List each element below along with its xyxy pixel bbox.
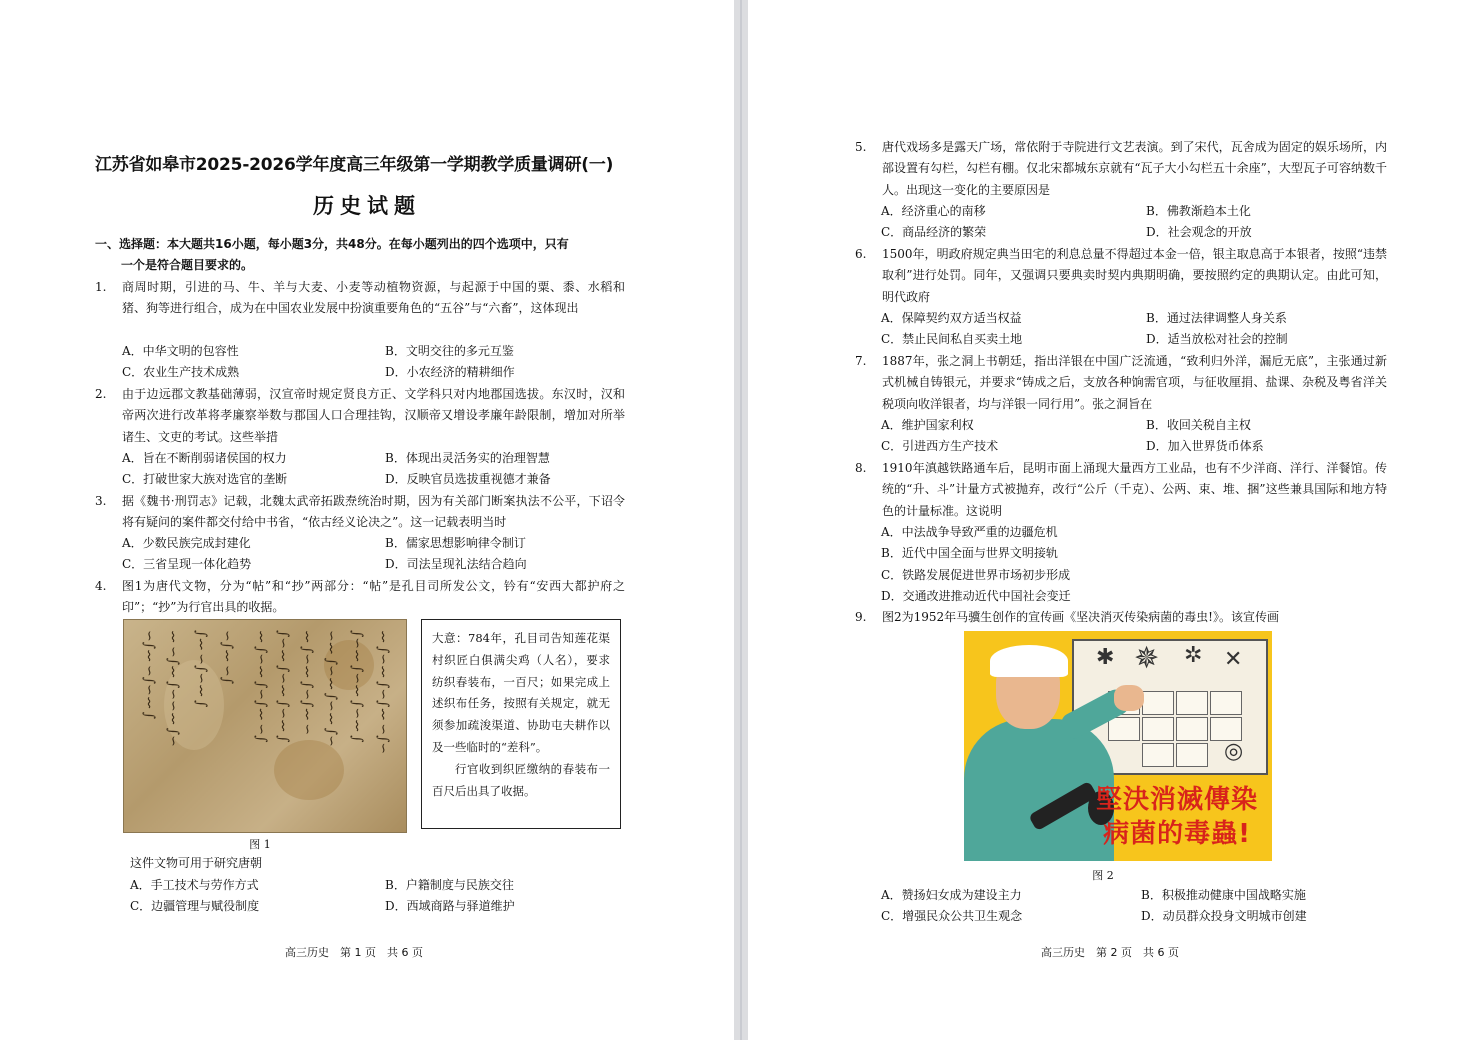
question-8 bbox=[855, 458, 1387, 522]
page-footer: 高三历史 第 1 页 共 6 页 bbox=[285, 946, 423, 959]
page-2 bbox=[748, 0, 1481, 1040]
option-d: D．适当放松对社会的控制 bbox=[1146, 332, 1288, 346]
option-b: B．佛教渐趋本土化 bbox=[1146, 204, 1251, 218]
figure-1-manuscript-image: ∽∫⌇∽∫∽⌇∫ ⌇∽∫⌇∫∽∽⌇∫∽ ∫⌇∽∫∽⌇∫ ∽∫⌇∽∫ ⌇∫∽⌇∫∽∫⌇∽∫ ∫∽⌇∫∽⌇∫∽⌇∫ ⌇∫∽⌇∫∽∫⌇∽ ∽⌇∫∽⌇∫∽⌇∫∽ ∫∽⌇∫∽⌇∫∽⌇∫ ⌇∫∽⌇∫∽∫⌇∽∫∽ bbox=[123, 619, 407, 833]
option-d: D．西域商路与驿道维护 bbox=[385, 899, 515, 913]
option-b: B．近代中国全面与世界文明接轨 bbox=[881, 546, 1058, 560]
question-1 bbox=[95, 277, 630, 341]
option-a: A．保障契约双方适当权益 bbox=[881, 311, 1022, 325]
question-3 bbox=[95, 491, 630, 534]
section-heading bbox=[95, 234, 635, 276]
question-4-followup: 这件文物可用于研究唐朝 bbox=[130, 856, 263, 870]
question-number: 2. bbox=[95, 387, 107, 401]
question-number: 7. bbox=[855, 354, 867, 368]
option-a: A．赞扬妇女成为建设主力 bbox=[881, 888, 1022, 902]
figure-1-label: 图 1 bbox=[249, 838, 271, 851]
option-c: C．边疆管理与赋役制度 bbox=[130, 899, 260, 913]
question-number: 4. bbox=[95, 579, 107, 593]
option-a: A．经济重心的南移 bbox=[881, 204, 986, 218]
document-title: 江苏省如皋市2025-2026学年度高三年级第一学期教学质量调研(一) bbox=[95, 155, 614, 175]
poster-slogan-line1: 堅決消滅傳染 bbox=[1095, 785, 1258, 815]
question-4 bbox=[95, 576, 630, 619]
question-stem: 1500年，明政府规定典当田宅的利息总量不得超过本金一倍，银主取息高于本银者，按照“违禁取利”进行处罚。同年，又强调只要典卖时契内典期明确，要按照约定的典期认定。由此可知，明代政府 bbox=[882, 247, 1387, 304]
figure-1-explanation-p2: 行官收到织匠缴纳的春装布一百尺后出具了收据。 bbox=[432, 761, 610, 798]
option-b: B．户籍制度与民族交往 bbox=[385, 878, 514, 892]
option-b: B．儒家思想影响律令制订 bbox=[385, 536, 526, 550]
question-number: 3. bbox=[95, 494, 107, 508]
page-divider bbox=[740, 0, 742, 1040]
option-d: D．司法呈现礼法结合趋向 bbox=[385, 557, 527, 571]
question-stem: 图1为唐代文物，分为“帖”和“抄”两部分：“帖”是孔目司所发公文，钤有“安西大都护府之印”；“抄”为行官出具的收据。 bbox=[122, 579, 625, 615]
question-stem: 唐代戏场多是露天广场，常依附于寺院进行文艺表演。到了宋代，瓦舍成为固定的娱乐场所，内部设置有勾栏，勾栏有棚。仅北宋都城东京就有“瓦子大小勾栏五十余座”，大型瓦子可容纳数千人。出现这一变化的主要原因是 bbox=[882, 140, 1387, 197]
question-stem: 图2为1952年马骥生创作的宣传画《坚决消灭传染病菌的毒虫!》。该宣传画 bbox=[882, 610, 1279, 624]
question-7 bbox=[855, 351, 1387, 415]
document-subtitle: 历史试题 bbox=[313, 194, 421, 218]
option-a: A．少数民族完成封建化 bbox=[122, 536, 251, 550]
figure-1-explanation-p1: 大意：784年，孔目司告知莲花渠村织匠白俱满尖鸡（人名），要求纺织春装布，一百尺；如果完成上述织布任务，按照有关规定，就无须参加疏浚渠道、协助屯夫耕作以及一些临时的“差科”。 bbox=[432, 631, 610, 754]
question-stem: 据《魏书·刑罚志》记载，北魏太武帝拓跋焘统治时期，因为有关部门断案执法不公平，下诏令将有疑问的案件都交付给中书省，“依古经义论决之”。这一记载表明当时 bbox=[122, 494, 625, 530]
poster-slogan bbox=[1082, 783, 1272, 851]
option-b: B．体现出灵活务实的治理智慧 bbox=[385, 451, 550, 465]
option-c: C．打破世家大族对选官的垄断 bbox=[122, 472, 288, 486]
option-c: C．增强民众公共卫生观念 bbox=[881, 909, 1023, 923]
option-a: A．手工技术与劳作方式 bbox=[130, 878, 259, 892]
poster-slogan-line2: 病菌的毒蟲! bbox=[1103, 819, 1251, 849]
option-a: A．旨在不断削弱诸侯国的权力 bbox=[122, 451, 287, 465]
option-d: D．社会观念的开放 bbox=[1146, 225, 1252, 239]
figure-1-explanation-box bbox=[421, 619, 621, 829]
question-6 bbox=[855, 244, 1387, 308]
option-a: A．维护国家利权 bbox=[881, 418, 974, 432]
option-d: D．小农经济的精耕细作 bbox=[385, 365, 515, 379]
question-stem: 1887年，张之洞上书朝廷，指出洋银在中国广泛流通，“致利归外洋，漏卮无底”，主张通过新式机械自铸银元，并要求“铸成之后，支放各种饷需官项，与征收厘捐、盐课、杂税及粤省洋关税项向收洋银者，均与洋银一同行用”。张之洞旨在 bbox=[882, 354, 1387, 411]
option-b: B．积极推动健康中国战略实施 bbox=[1141, 888, 1306, 902]
option-d: D．加入世界货币体系 bbox=[1146, 439, 1264, 453]
question-number: 8. bbox=[855, 461, 867, 475]
option-b: B．收回关税自主权 bbox=[1146, 418, 1251, 432]
option-a: A．中华文明的包容性 bbox=[122, 344, 239, 358]
figure-2-label: 图 2 bbox=[1092, 869, 1114, 882]
option-b: B．通过法律调整人身关系 bbox=[1146, 311, 1287, 325]
option-b: B．文明交往的多元互鉴 bbox=[385, 344, 514, 358]
question-9 bbox=[855, 607, 1387, 629]
section-heading-line1: 一、选择题：本大题共16小题，每小题3分，共48分。在每小题列出的四个选项中，只有 bbox=[95, 237, 569, 251]
option-c: C．禁止民间私自买卖土地 bbox=[881, 332, 1023, 346]
option-c: C．商品经济的繁荣 bbox=[881, 225, 987, 239]
question-stem: 商周时期，引进的马、牛、羊与大麦、小麦等动植物资源，与起源于中国的粟、黍、水稻和猪、狗等进行组合，成为在中国农业发展中扮演重要角色的“五谷”与“六畜”，这体现出 bbox=[122, 280, 625, 316]
question-2 bbox=[95, 384, 630, 448]
question-number: 6. bbox=[855, 247, 867, 261]
question-number: 1. bbox=[95, 280, 107, 294]
section-heading-line2: 一个是符合题目要求的。 bbox=[121, 258, 254, 272]
question-stem: 1910年滇越铁路通车后，昆明市面上涌现大量西方工业品，也有不少洋商、洋行、洋餐馆。传统的“升、斗”计量方式被抛弃，改行“公斤（千克）、公两、束、堆、捆”这些兼具国际和地方特色的计量标准。这说明 bbox=[882, 461, 1387, 518]
option-d: D．动员群众投身文明城市创建 bbox=[1141, 909, 1307, 923]
question-5 bbox=[855, 137, 1387, 201]
poster-insect-chart: ✱ ✵ ✲ ✕ ◎ bbox=[1072, 639, 1268, 775]
question-number: 5. bbox=[855, 140, 867, 154]
page-footer: 高三历史 第 2 页 共 6 页 bbox=[1041, 946, 1179, 959]
option-c: C．农业生产技术成熟 bbox=[122, 365, 240, 379]
option-a: A．中法战争导致严重的边疆危机 bbox=[881, 525, 1058, 539]
option-d: D．交通改进推动近代中国社会变迁 bbox=[881, 589, 1071, 603]
option-d: D．反映官员选拔重视德才兼备 bbox=[385, 472, 551, 486]
question-stem: 由于边远郡文教基础薄弱，汉宣帝时规定贤良方正、文学科只对内地郡国选拔。东汉时，汉和帝两次进行改革将孝廉察举数与郡国人口合理挂钩，汉顺帝又增设孝廉年龄限制，增加对所举诸生、文吏的考试。这些举措 bbox=[122, 387, 625, 444]
question-number: 9. bbox=[855, 610, 867, 624]
figure-2-propaganda-poster bbox=[964, 631, 1272, 861]
option-c: C．铁路发展促进世界市场初步形成 bbox=[881, 568, 1071, 582]
option-c: C．引进西方生产技术 bbox=[881, 439, 999, 453]
page-1 bbox=[0, 0, 734, 1040]
option-c: C．三省呈现一体化趋势 bbox=[122, 557, 252, 571]
